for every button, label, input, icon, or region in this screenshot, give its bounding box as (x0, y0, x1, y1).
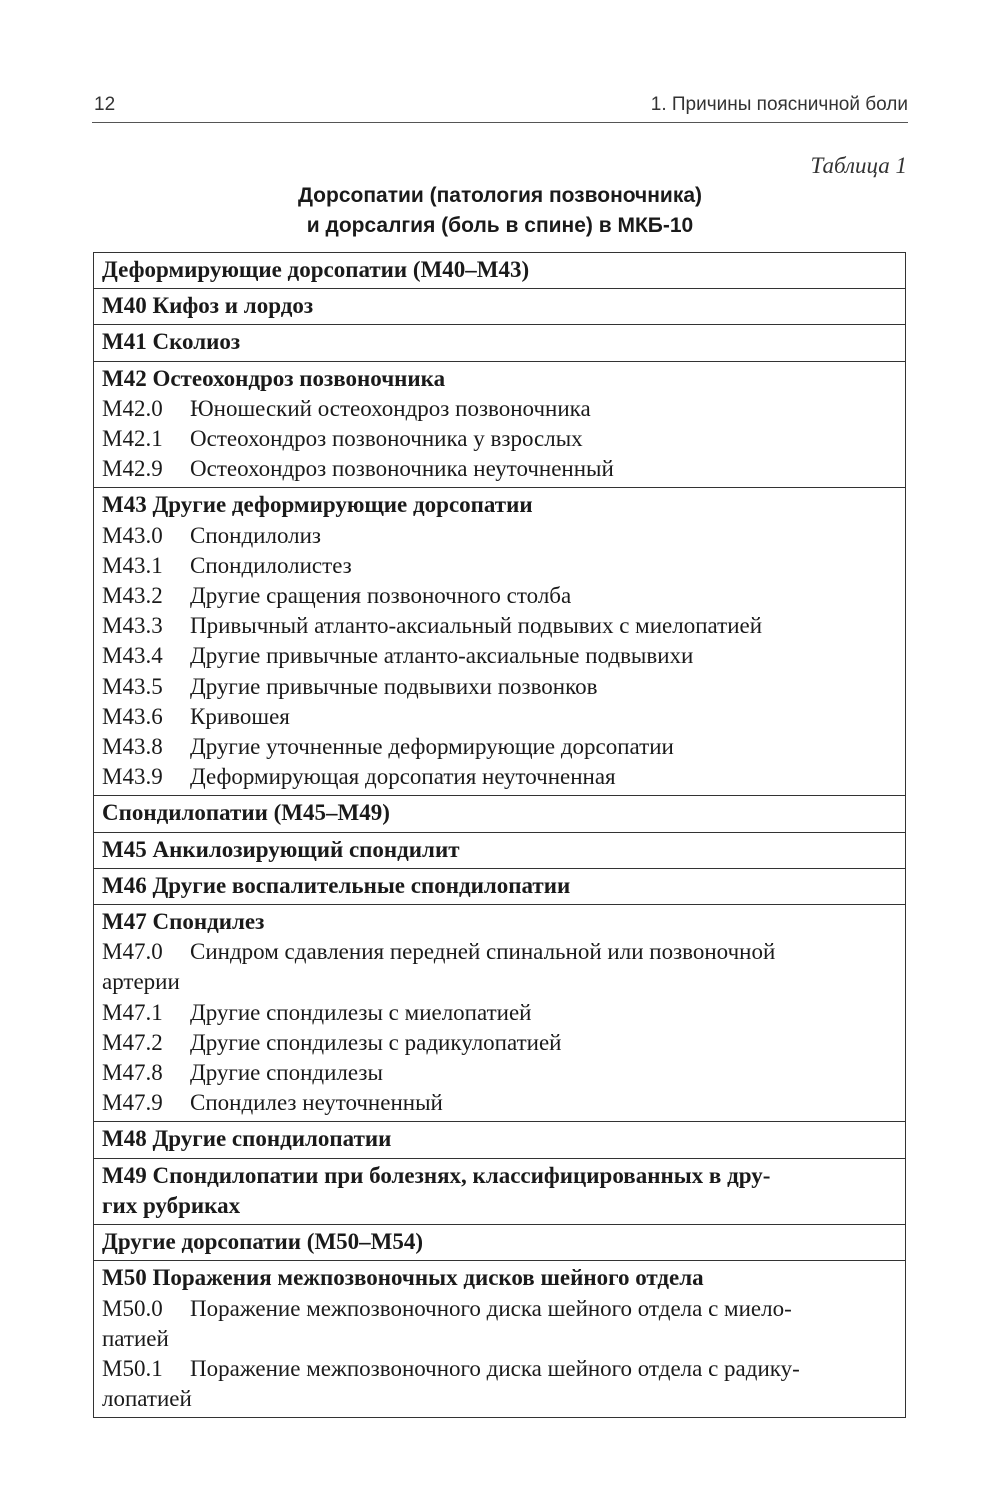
icd-code: M43.4 (102, 643, 163, 669)
page-header (92, 92, 908, 123)
code-row (102, 521, 897, 551)
icd-code: M43.6 (102, 703, 163, 729)
icd-description: Юношеский остеохондроз позвоночника (190, 395, 591, 421)
section-heading: M40 Кифоз и лордоз (102, 293, 314, 319)
section-heading: Деформирующие дорсопатии (M40–M43) (102, 257, 530, 282)
icd-code: M43.9 (102, 764, 163, 790)
icd-description: Кривошея (190, 703, 290, 729)
code-row (102, 702, 897, 732)
icd-description: Остеохондроз позвоночника у взрослых (190, 426, 583, 452)
icd-description: Другие уточненные деформирующие дорсопатии (190, 734, 674, 760)
icd-code: M43.2 (102, 583, 163, 609)
table-title-line: и дорсалгия (боль в спине) в МКБ-10 (306, 214, 694, 237)
icd-description: Привычный атланто-аксиальный подвывих с миелопатией (190, 613, 763, 639)
section-heading: M42 Остеохондроз позвоночника (102, 365, 446, 391)
code-row (102, 762, 897, 792)
icd-description: Другие спондилезы с радикулопатией (190, 1029, 562, 1055)
table-section (94, 1121, 905, 1157)
code-row (102, 1088, 897, 1118)
icd-code: M43.8 (102, 734, 163, 760)
code-row (102, 424, 897, 454)
icd-description: Другие спондилезы с миелопатией (190, 999, 532, 1025)
code-row (102, 732, 897, 762)
code-row (102, 611, 897, 641)
code-row (102, 581, 897, 611)
table-label: Таблица 1 (810, 153, 907, 178)
icd-code: M50.0 (102, 1295, 163, 1321)
icd-description: Спондилолиз (190, 522, 322, 548)
icd-code: M42.0 (102, 395, 163, 421)
table-section (94, 253, 905, 288)
icd-description: Поражение межпозвоночного диска шейного отдела с миело- (190, 1295, 792, 1321)
section-heading: M45 Анкилозирующий спондилит (102, 836, 460, 862)
code-row (102, 1354, 897, 1384)
table-section (94, 795, 905, 831)
section-heading: M43 Другие деформирующие дорсопатии (102, 492, 533, 518)
section-heading-continuation: гих рубриках (102, 1192, 241, 1218)
table-section (94, 487, 905, 795)
table-section (94, 1158, 905, 1224)
section-heading: M50 Поражения межпозвоночных дисков шейного отдела (102, 1265, 704, 1291)
icd-description-continuation: артерии (102, 969, 180, 995)
table-section (94, 324, 905, 360)
code-row (102, 1028, 897, 1058)
running-title: 1. Причины поясничной боли (650, 94, 908, 115)
table-title-line: Дорсопатии (патология позвоночника) (297, 184, 703, 207)
section-heading: M47 Спондилез (102, 909, 265, 935)
icd-description: Другие сращения позвоночного столба (190, 583, 572, 609)
code-row (102, 672, 897, 702)
icd-code: M42.1 (102, 426, 163, 452)
icd-code: M47.8 (102, 1060, 163, 1086)
icd-code: M43.3 (102, 613, 163, 639)
page-number: 12 (94, 94, 116, 115)
section-heading: M48 Другие спондилопатии (102, 1126, 392, 1152)
icd-code: M47.1 (102, 999, 163, 1025)
code-row (102, 998, 897, 1028)
icd-description: Синдром сдавления передней спинальной или позвоночной (190, 939, 776, 965)
table-section (94, 868, 905, 904)
code-row (102, 641, 897, 671)
code-row (102, 551, 897, 581)
icd-description: Другие привычные атланто-аксиальные подвывихи (190, 643, 694, 669)
icd-description: Спондилез неуточненный (190, 1090, 443, 1116)
code-row (102, 937, 897, 967)
icd-code: M47.0 (102, 939, 163, 965)
icd-description-continuation: патией (102, 1325, 169, 1351)
icd-code: M42.9 (102, 456, 163, 482)
table-section (94, 1224, 905, 1260)
table-section (94, 361, 905, 488)
icd-description: Другие спондилезы (190, 1060, 383, 1086)
icd-code: M47.9 (102, 1090, 163, 1116)
icd-code: M47.2 (102, 1029, 163, 1055)
table-section (94, 1260, 905, 1417)
icd-code: M43.1 (102, 552, 163, 578)
code-row (102, 454, 897, 484)
section-heading: M41 Сколиоз (102, 329, 241, 355)
icd-code: M50.1 (102, 1355, 163, 1381)
icd-description-continuation: лопатией (102, 1386, 192, 1412)
icd-code: M43.0 (102, 522, 163, 548)
icd-description: Деформирующая дорсопатия неуточненная (190, 764, 616, 790)
section-heading: Другие дорсопатии (M50–M54) (102, 1229, 424, 1255)
section-heading: Спондилопатии (M45–M49) (102, 800, 390, 826)
code-row (102, 394, 897, 424)
table-section (94, 832, 905, 868)
icd-code: M43.5 (102, 673, 163, 699)
table-section (94, 288, 905, 324)
icd-description: Остеохондроз позвоночника неуточненный (190, 456, 614, 482)
icd-description: Спондилолистез (190, 552, 352, 578)
section-heading: M49 Спондилопатии при болезнях, классифицированных в дру- (102, 1162, 771, 1188)
icd-table (93, 252, 906, 1418)
icd-description: Другие привычные подвывихи позвонков (190, 673, 598, 699)
table-section (94, 904, 905, 1121)
section-heading: M46 Другие воспалительные спондилопатии (102, 872, 571, 898)
code-row (102, 1294, 897, 1324)
code-row (102, 1058, 897, 1088)
table-title (92, 181, 908, 241)
icd-description: Поражение межпозвоночного диска шейного отдела с радику- (190, 1355, 800, 1381)
